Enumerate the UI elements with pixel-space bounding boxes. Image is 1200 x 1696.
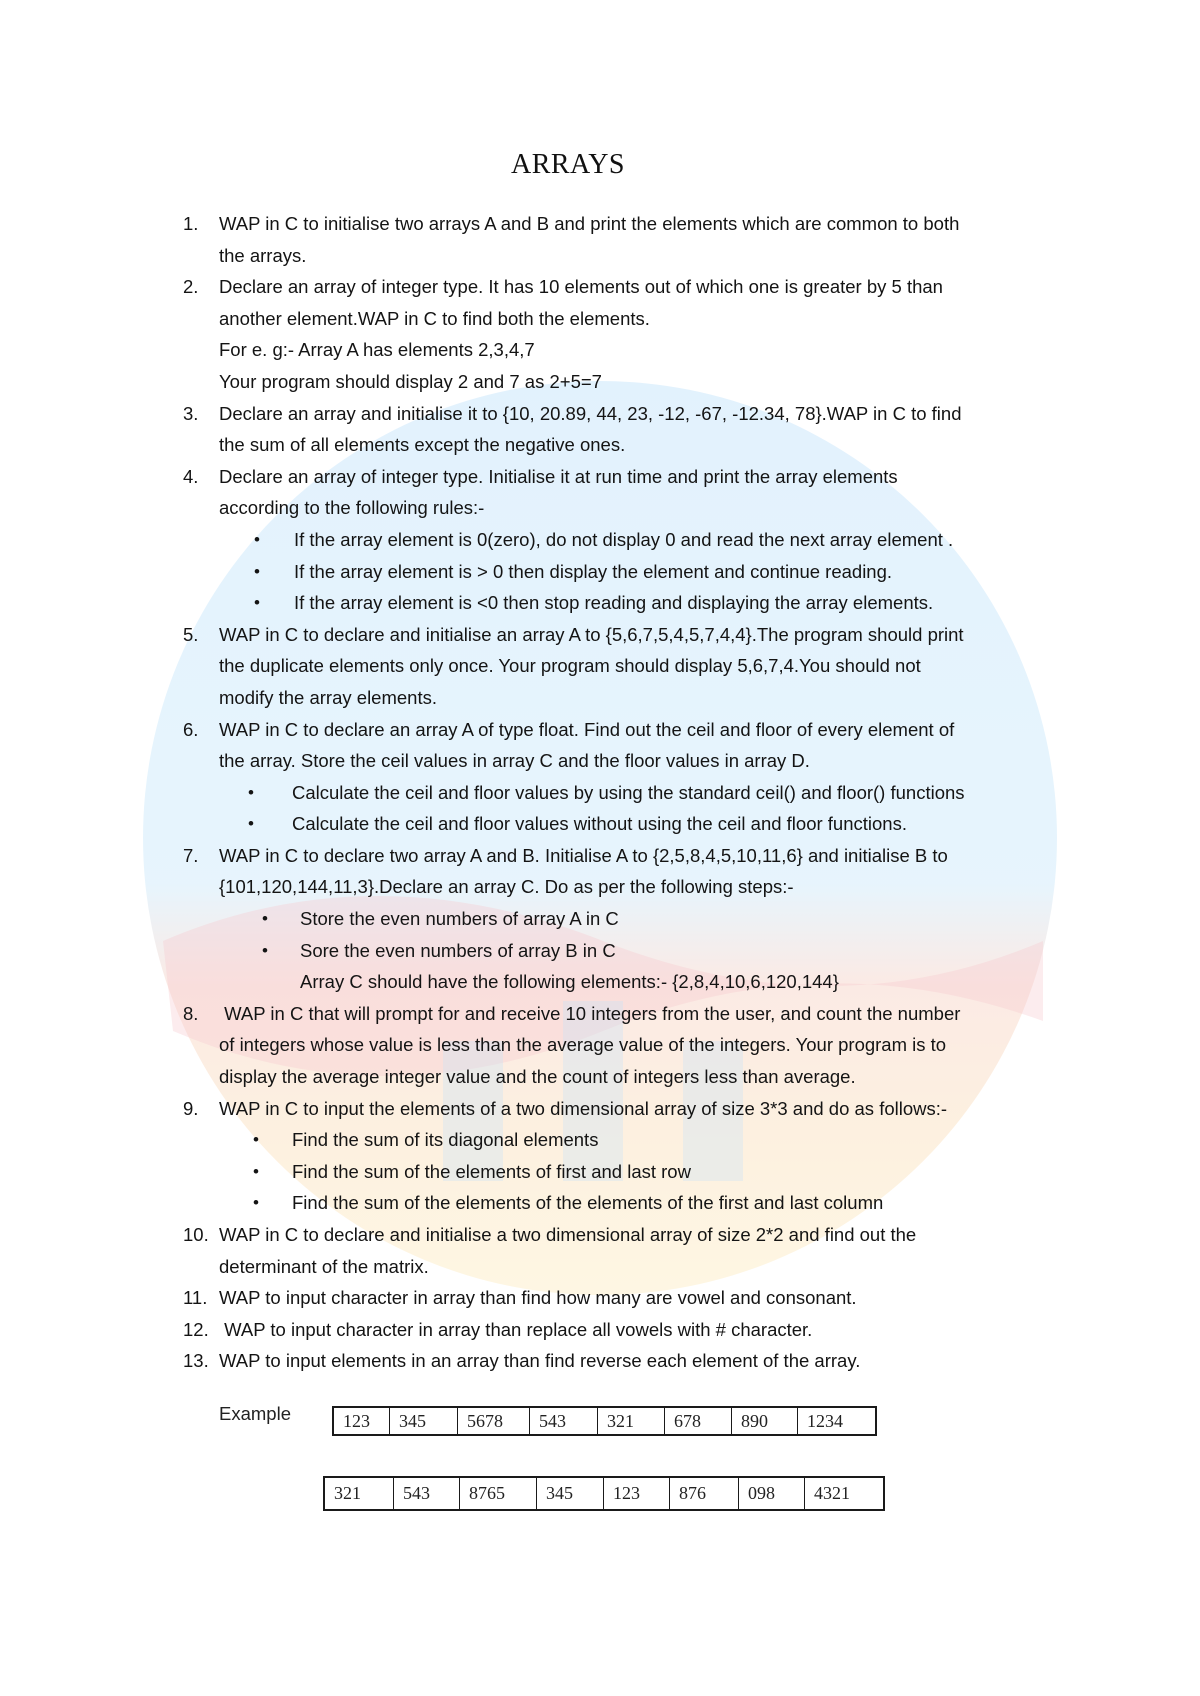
bullet-item xyxy=(0,777,1200,809)
array-cell: 123 xyxy=(604,1477,670,1510)
question-8-continuation xyxy=(0,1061,1200,1093)
question-number: 6. xyxy=(183,718,199,740)
question-text: the arrays. xyxy=(219,244,307,266)
example-label: Example xyxy=(219,1403,291,1424)
question-4 xyxy=(0,461,1200,493)
question-text: determinant of the matrix. xyxy=(219,1255,429,1277)
array-cell: 1234 xyxy=(798,1407,877,1435)
note-text: Array C should have the following elements:- {2,8,4,10,6,120,144} xyxy=(300,971,839,993)
bullet-icon: • xyxy=(253,1130,259,1150)
question-number: 1. xyxy=(183,213,199,234)
question-text: {101,120,144,11,3}.Declare an array C. Do as per the following steps:- xyxy=(219,876,794,898)
array-cell: 4321 xyxy=(805,1477,885,1510)
question-6-continuation xyxy=(0,745,1200,777)
question-9 xyxy=(0,1093,1200,1125)
question-7-continuation xyxy=(0,871,1200,903)
bullet-icon: • xyxy=(254,593,260,613)
bullet-text: Find the sum of the elements of the elements of the first and last column xyxy=(292,1192,884,1214)
bullet-text: Calculate the ceil and floor values by using the standard ceil() and floor() functions xyxy=(292,781,965,803)
question-5-continuation xyxy=(0,650,1200,682)
question-text: the sum of all elements except the negative ones. xyxy=(219,434,626,456)
bullet-item xyxy=(0,1187,1200,1219)
question-text: Your program should display 2 and 7 as 2+5=7 xyxy=(219,370,602,392)
question-2 xyxy=(0,271,1200,303)
bullet-text: Calculate the ceil and floor values without using the ceil and floor functions. xyxy=(292,813,907,835)
bullet-icon: • xyxy=(248,814,254,834)
question-2-continuation xyxy=(0,303,1200,335)
bullet-text: If the array element is 0(zero), do not display 0 and read the next array element . xyxy=(294,528,954,550)
question-text: the array. Store the ceil values in array C and the floor values in array D. xyxy=(219,750,810,772)
array-cell: 543 xyxy=(394,1477,460,1510)
question-text: modify the array elements. xyxy=(219,686,437,708)
question-list xyxy=(0,208,1200,1377)
question-text: another element.WAP in C to find both the elements. xyxy=(219,307,650,329)
bullet-icon: • xyxy=(248,782,254,802)
question-10-continuation xyxy=(0,1251,1200,1283)
bullet-item xyxy=(0,1124,1200,1156)
question-text: Declare an array and initialise it to {10, 20.89, 44, 23, -12, -67, -12.34, 78}.WAP in C to find xyxy=(219,402,962,424)
question-7 xyxy=(0,840,1200,872)
question-text: display the average integer value and the count of integers less than average. xyxy=(219,1066,856,1088)
question-13 xyxy=(0,1345,1200,1377)
question-number: 8. xyxy=(183,1002,199,1024)
question-number: 10. xyxy=(183,1224,209,1245)
question-number: 11. xyxy=(183,1287,208,1309)
question-6 xyxy=(0,714,1200,746)
question-number: 13. xyxy=(183,1350,209,1372)
question-number: 2. xyxy=(183,276,199,298)
array-cell: 345 xyxy=(537,1477,604,1510)
question-2-continuation xyxy=(0,334,1200,366)
bullet-item xyxy=(0,1156,1200,1188)
question-1-continuation xyxy=(0,240,1200,272)
question-2-continuation xyxy=(0,366,1200,398)
question-text: Declare an array of integer type. It has 10 elements out of which one is greater by 5 than xyxy=(219,276,943,298)
bullet-icon: • xyxy=(254,561,260,581)
bullet-text: Find the sum of its diagonal elements xyxy=(292,1129,599,1151)
bullet-text: Find the sum of the elements of first and last row xyxy=(292,1160,691,1182)
question-1 xyxy=(0,208,1200,240)
question-number: 12. xyxy=(183,1318,209,1340)
question-11 xyxy=(0,1282,1200,1314)
question-number: 9. xyxy=(183,1097,199,1119)
bullet-icon: • xyxy=(253,1193,259,1213)
question-text: WAP in C to input the elements of a two dimensional array of size 3*3 and do as follows:- xyxy=(219,1097,948,1119)
array-cell: 5678 xyxy=(458,1407,530,1435)
bullet-icon: • xyxy=(253,1161,259,1181)
array-cell: 098 xyxy=(739,1477,805,1510)
bullet-text: If the array element is <0 then stop reading and displaying the array elements. xyxy=(294,592,934,614)
question-5 xyxy=(0,619,1200,651)
bullet-text: Sore the even numbers of array B in C xyxy=(300,939,616,961)
question-text: according to the following rules:- xyxy=(219,497,485,519)
array-cell: 321 xyxy=(598,1407,665,1435)
array-cell: 321 xyxy=(324,1477,394,1510)
question-10 xyxy=(0,1219,1200,1251)
bullet-icon: • xyxy=(262,909,268,929)
bullet-text: Store the even numbers of array A in C xyxy=(300,908,619,930)
bullet-icon: • xyxy=(254,529,260,549)
question-3 xyxy=(0,398,1200,430)
array-cell: 123 xyxy=(333,1407,390,1435)
question-number: 4. xyxy=(183,465,199,487)
question-note xyxy=(0,966,1200,998)
question-12 xyxy=(0,1314,1200,1346)
page-title: ARRAYS xyxy=(510,149,625,180)
question-text: WAP in C to declare and initialise a two dimensional array of size 2*2 and find out the xyxy=(219,1224,917,1245)
bullet-text: If the array element is > 0 then display the element and continue reading. xyxy=(294,560,893,582)
question-text: WAP in C to declare and initialise an array A to {5,6,7,5,4,5,7,4,4}.The program should print xyxy=(219,623,964,645)
array-cell: 8765 xyxy=(460,1477,537,1510)
example-input-table xyxy=(332,1406,877,1436)
bullet-item xyxy=(0,808,1200,840)
question-text: WAP in C to declare two array A and B. Initialise A to {2,5,8,4,5,10,11,6} and initialise B to xyxy=(219,844,948,866)
question-number: 7. xyxy=(183,844,199,866)
bullet-item xyxy=(0,587,1200,619)
question-8 xyxy=(0,998,1200,1030)
question-8-continuation xyxy=(0,1029,1200,1061)
question-text: of integers whose value is less than the average value of the integers. Your program is to xyxy=(219,1034,947,1056)
bullet-item xyxy=(0,903,1200,935)
question-text: WAP to input character in array than find how many are vowel and consonant. xyxy=(219,1287,857,1309)
array-cell: 890 xyxy=(732,1407,798,1435)
array-cell: 678 xyxy=(665,1407,732,1435)
question-text: WAP to input elements in an array than find reverse each element of the array. xyxy=(219,1350,861,1372)
question-3-continuation xyxy=(0,429,1200,461)
question-text: the duplicate elements only once. Your program should display 5,6,7,4.You should not xyxy=(219,655,921,677)
question-number: 5. xyxy=(183,623,199,645)
question-text: Declare an array of integer type. Initialise it at run time and print the array elements xyxy=(219,465,898,487)
question-text: WAP to input character in array than replace all vowels with # character. xyxy=(219,1318,813,1340)
bullet-icon: • xyxy=(262,940,268,960)
question-number: 3. xyxy=(183,402,199,424)
question-text: For e. g:- Array A has elements 2,3,4,7 xyxy=(219,339,535,361)
bullet-item xyxy=(0,935,1200,967)
question-4-continuation xyxy=(0,492,1200,524)
array-cell: 345 xyxy=(390,1407,458,1435)
bullet-item xyxy=(0,524,1200,556)
question-text: WAP in C to declare an array A of type float. Find out the ceil and floor of every element of xyxy=(219,718,955,740)
array-cell: 876 xyxy=(670,1477,739,1510)
question-text: WAP in C that will prompt for and receive 10 integers from the user, and count the number xyxy=(219,1002,961,1024)
question-5-continuation xyxy=(0,682,1200,714)
array-cell: 543 xyxy=(530,1407,598,1435)
question-text: WAP in C to initialise two arrays A and B and print the elements which are common to both xyxy=(219,213,960,234)
bullet-item xyxy=(0,556,1200,588)
example-output-table xyxy=(323,1476,885,1511)
